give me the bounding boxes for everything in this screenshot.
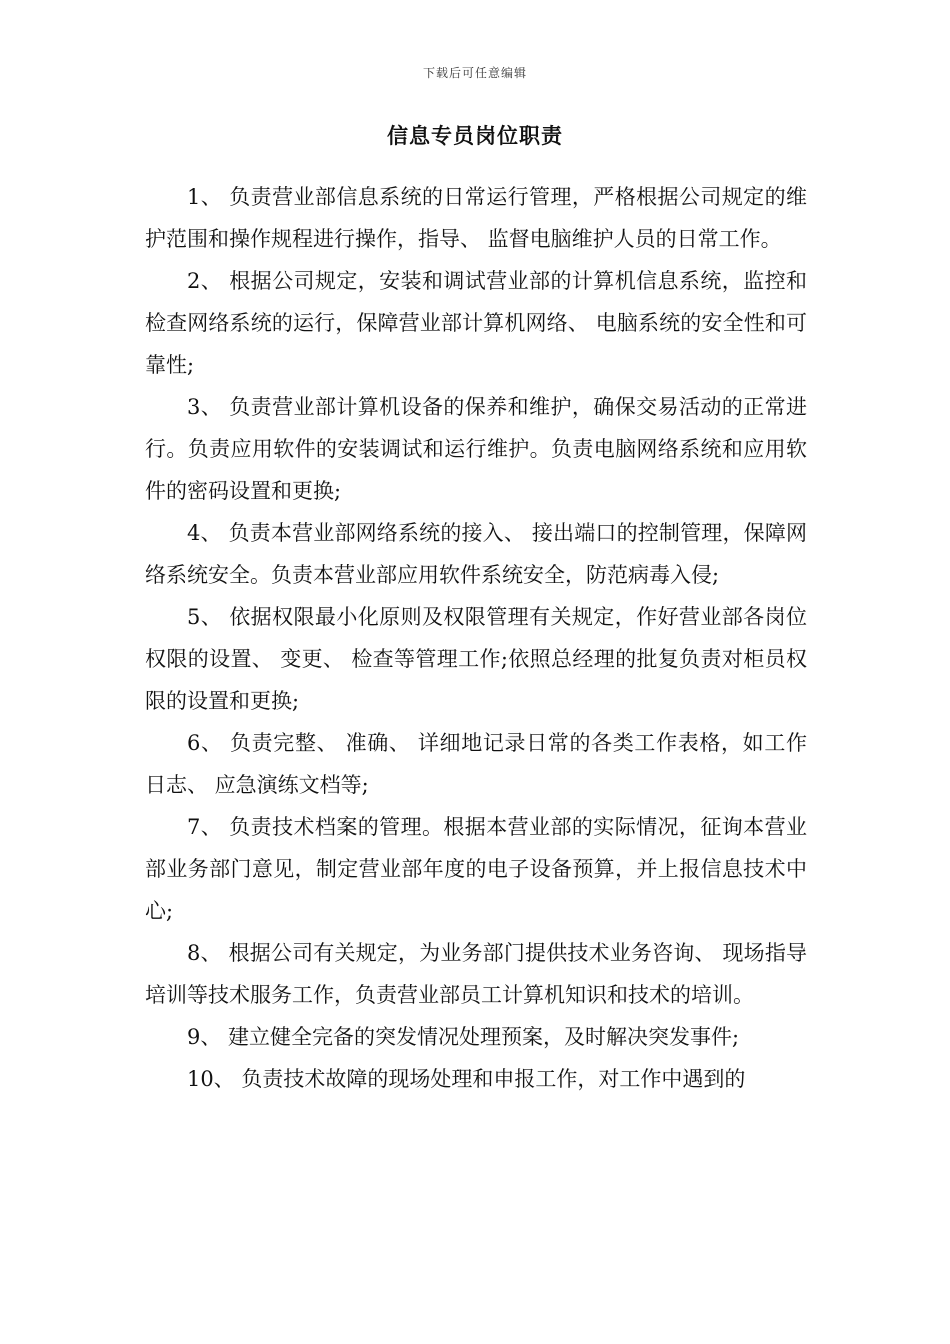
paragraph-8: 8、 根据公司有关规定，为业务部门提供技术业务咨询、 现场指导培训等技术服务工作，负责营业部员工计算机知识和技术的培训。	[145, 941, 807, 1007]
paragraph-1: 1、 负责营业部信息系统的日常运行管理，严格根据公司规定的维护范围和操作规程进行操作，指导、 监督电脑维护人员的日常工作。	[145, 185, 807, 251]
header-note: 下载后可任意编辑	[422, 66, 527, 80]
paragraph-10: 10、 负责技术故障的现场处理和申报工作，对工作中遇到的	[187, 1067, 746, 1091]
paragraph-9: 9、 建立健全完备的突发情况处理预案，及时解决突发事件;	[187, 1025, 740, 1049]
document-title: 信息专员岗位职责	[387, 124, 563, 148]
paragraph-5: 5、 依据权限最小化原则及权限管理有关规定，作好营业部各岗位权限的设置、 变更、 检查等管理工作;依照总经理的批复负责对柜员权限的设置和更换;	[145, 605, 807, 713]
paragraph-3: 3、 负责营业部计算机设备的保养和维护，确保交易活动的正常进行。负责应用软件的安装调试和运行维护。负责电脑网络系统和应用软件的密码设置和更换;	[145, 395, 807, 503]
paragraph-2: 2、 根据公司规定，安装和调试营业部的计算机信息系统，监控和检查网络系统的运行，保障营业部计算机网络、 电脑系统的安全性和可靠性;	[145, 269, 807, 377]
document-body	[145, 176, 807, 1100]
paragraph-6: 6、 负责完整、 准确、 详细地记录日常的各类工作表格，如工作日志、 应急演练文档等;	[145, 731, 807, 797]
paragraph-4: 4、 负责本营业部网络系统的接入、 接出端口的控制管理，保障网络系统安全。负责本营业部应用软件系统安全，防范病毒入侵;	[145, 521, 807, 587]
paragraph-7: 7、 负责技术档案的管理。根据本营业部的实际情况，征询本营业部业务部门意见，制定营业部年度的电子设备预算，并上报信息技术中心;	[145, 815, 807, 923]
